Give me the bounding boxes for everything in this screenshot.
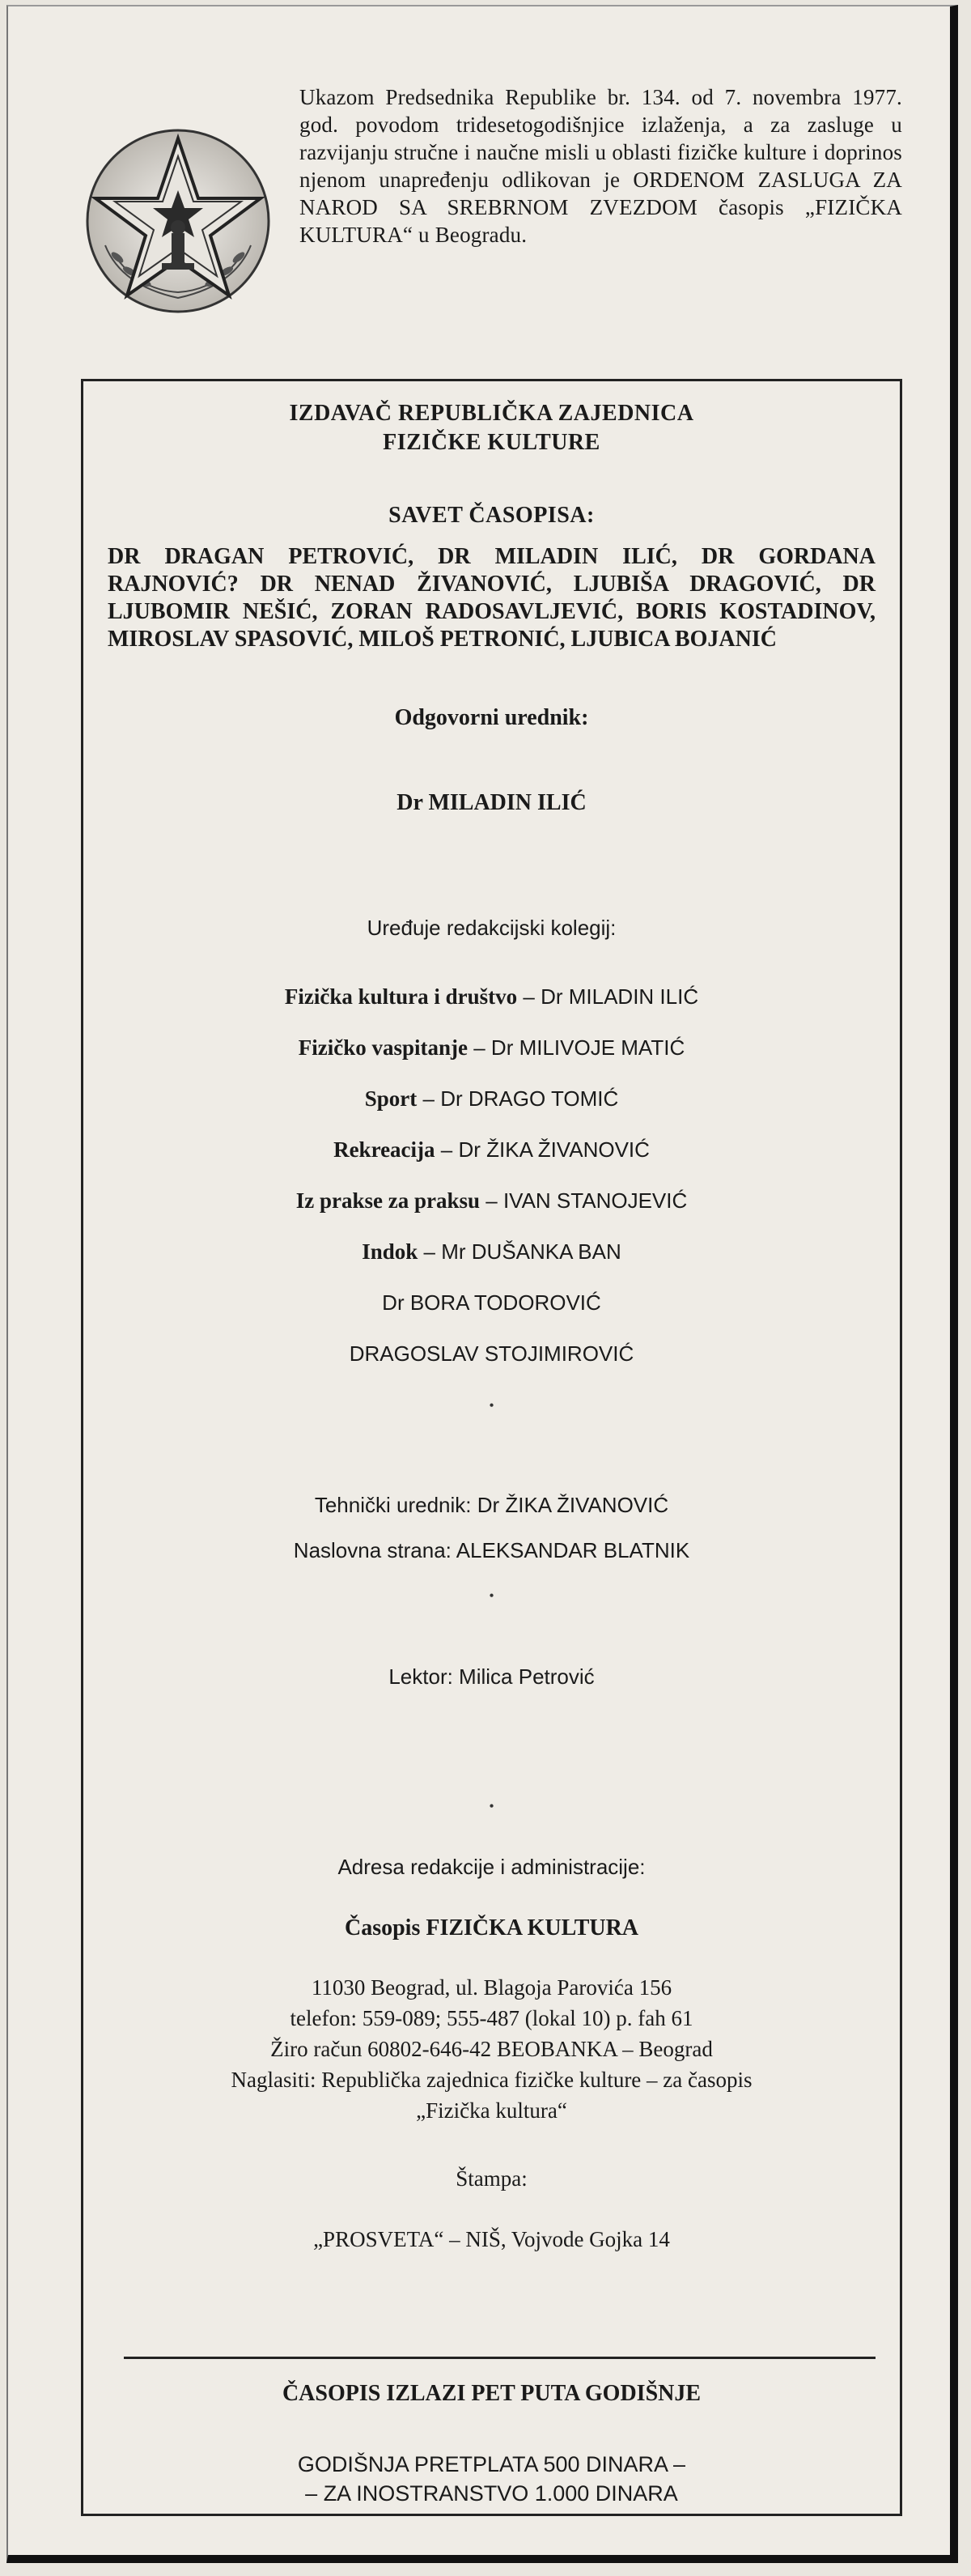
board-person: Dr DRAGO TOMIĆ bbox=[440, 1086, 619, 1111]
board-role: Indok bbox=[362, 1239, 418, 1264]
address-title: Časopis FIZIČKA KULTURA bbox=[344, 1915, 639, 1941]
responsible-editor-name: Dr MILADIN ILIĆ bbox=[396, 790, 587, 815]
board-sep: – bbox=[480, 1188, 503, 1213]
subscription-line: GODIŠNJA PRETPLATA 500 DINARA – bbox=[297, 2452, 686, 2476]
separator-dot: • bbox=[489, 1588, 494, 1604]
board-person: Dr ŽIKA ŽIVANOVIĆ bbox=[458, 1137, 650, 1162]
board-row bbox=[83, 980, 900, 1031]
printer: „PROSVETA“ – NIŠ, Vojvode Gojka 14 bbox=[313, 2227, 670, 2251]
board-sep: – bbox=[468, 1035, 491, 1060]
subscription-line: – ZA INOSTRANSTVO 1.000 DINARA bbox=[305, 2481, 678, 2506]
page-frame bbox=[6, 5, 958, 2563]
publisher-line-1: IZDAVAČ REPUBLIČKA ZAJEDNICA bbox=[289, 401, 694, 426]
masthead-box bbox=[81, 379, 902, 2516]
council-title: SAVET ČASOPISA: bbox=[388, 503, 595, 528]
board-role: Fizičko vaspitanje bbox=[298, 1035, 468, 1060]
address-line: „Fizička kultura“ bbox=[416, 2098, 567, 2123]
board-person: Dr MILIVOJE MATIĆ bbox=[490, 1035, 685, 1060]
publication-frequency: ČASOPIS IZLAZI PET PUTA GODIŠNJE bbox=[282, 2381, 702, 2406]
board-row bbox=[83, 1235, 900, 1286]
technical-editor: Tehnički urednik: Dr ŽIKA ŽIVANOVIĆ bbox=[314, 1493, 669, 1517]
board-row bbox=[83, 1133, 900, 1184]
council-members: DR DRAGAN PETROVIĆ, DR MILADIN ILIĆ, DR GORDANA RAJNOVIĆ? DR NENAD ŽIVANOVIĆ, LJUBIŠA DRAGOVIĆ, DR LJUBOMIR NEŠIĆ, ZORAN RADOSAVLJEVIĆ, BORIS KOSTADINOV, MIROSLAV SPASOVIĆ, MILOŠ PETRONIĆ, LJUBICA BOJANIĆ bbox=[108, 544, 876, 652]
decree-text: Ukazom Predsednika Republike br. 134. od 7. novembra 1977. god. povodom tridesetogodišnjice izlaženja, a za zasluge u razvijanju stručne i naučne misli u oblasti fizičke kulture i doprinos njenom unapređenju odlikovan je ORDENOM ZASLUGA ZA NAROD SA SREBRNOM ZVEZDOM časopis „FIZIČKA KULTURA“ u Beogradu. bbox=[299, 85, 902, 247]
board-person: Dr BORA TODOROVIĆ bbox=[382, 1290, 601, 1315]
board-person: Dr MILADIN ILIĆ bbox=[541, 984, 699, 1009]
subscription-info bbox=[83, 2450, 900, 2508]
divider bbox=[124, 2357, 876, 2359]
editorial-board-label: Uređuje redakcijski kolegij: bbox=[367, 916, 617, 940]
board-row bbox=[83, 1082, 900, 1133]
board-sep: – bbox=[418, 1239, 442, 1264]
board-role: Sport bbox=[364, 1086, 418, 1111]
decree-header bbox=[81, 83, 902, 351]
address-line: Naglasiti: Republička zajednica fizičke kulture – za časopis bbox=[231, 2068, 753, 2092]
board-role: Fizička kultura i društvo bbox=[284, 984, 518, 1009]
board-row bbox=[83, 1184, 900, 1235]
address-line: telefon: 559-089; 555-487 (lokal 10) p. fah 61 bbox=[290, 2006, 693, 2030]
editorial-board-list bbox=[83, 980, 900, 1388]
order-of-merit-emblem-icon bbox=[81, 124, 275, 318]
technical-credits bbox=[83, 1482, 900, 1573]
board-row bbox=[83, 1031, 900, 1082]
lector: Lektor: Milica Petrović bbox=[388, 1664, 595, 1689]
board-sep: – bbox=[517, 984, 541, 1009]
cover-design: Naslovna strana: ALEKSANDAR BLATNIK bbox=[293, 1538, 690, 1562]
board-role: Rekreacija bbox=[333, 1137, 435, 1162]
board-person: DRAGOSLAV STOJIMIROVIĆ bbox=[349, 1341, 634, 1366]
separator-dot: • bbox=[489, 1397, 494, 1413]
address-lines bbox=[83, 1972, 900, 2126]
separator-dot: • bbox=[489, 1798, 494, 1814]
board-person: IVAN STANOJEVIĆ bbox=[502, 1188, 688, 1213]
publisher-line-2: FIZIČKE KULTURE bbox=[383, 430, 600, 455]
address-label: Adresa redakcije i administracije: bbox=[337, 1855, 646, 1879]
responsible-editor-label: Odgovorni urednik: bbox=[394, 705, 589, 730]
publisher bbox=[83, 399, 900, 457]
address-line: Žiro račun 60802-646-42 BEOBANKA – Beograd bbox=[270, 2037, 713, 2061]
board-sep: – bbox=[435, 1137, 459, 1162]
board-role: Iz prakse za praksu bbox=[295, 1188, 481, 1213]
board-row bbox=[83, 1286, 900, 1337]
board-row bbox=[83, 1337, 900, 1388]
board-person: Mr DUŠANKA BAN bbox=[441, 1239, 621, 1264]
printing-label: Štampa: bbox=[456, 2166, 528, 2191]
board-sep: – bbox=[417, 1086, 441, 1111]
address-line: 11030 Beograd, ul. Blagoja Parovića 156 bbox=[311, 1975, 672, 2000]
